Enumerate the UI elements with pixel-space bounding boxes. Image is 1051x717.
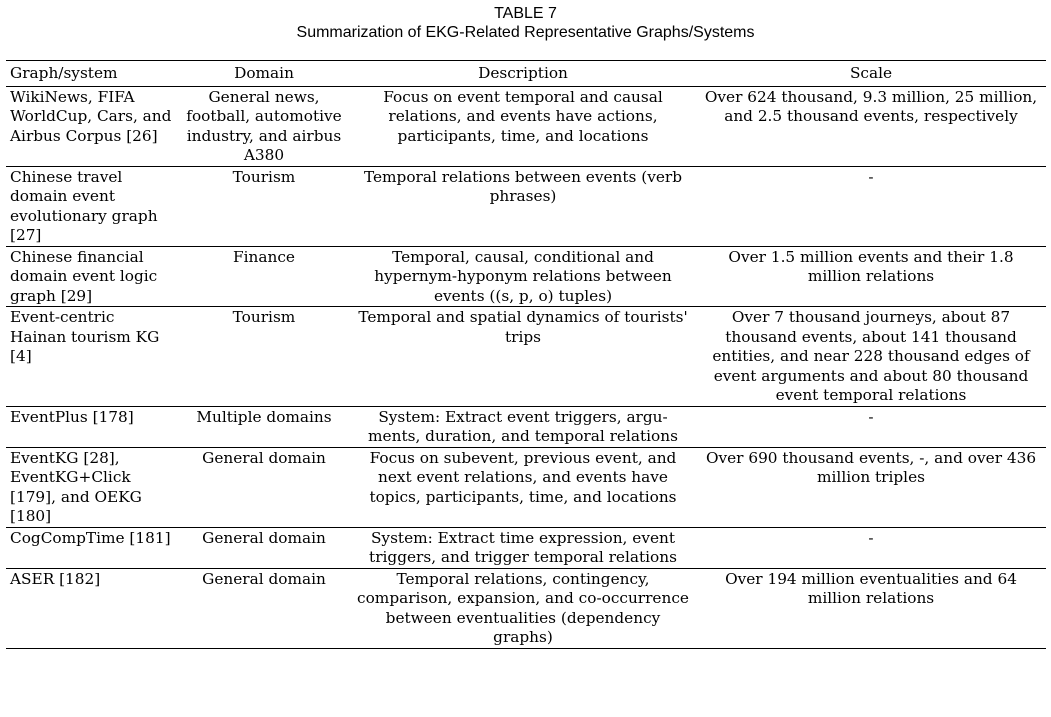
cell-description: System: Extract time expression, event triggers, and trigger temporal relations (369, 528, 677, 566)
summary-table (6, 60, 1046, 649)
cell-domain: Multiple domains (196, 407, 332, 426)
table-title: Summarization of EKG-Related Representative Graphs/Systems (296, 24, 755, 41)
cell-system: ASER [182] (10, 569, 101, 588)
cell-domain: Tourism (232, 167, 296, 186)
cell-description: Temporal relations, contingency, comparison, expansion, and co-occurrence between eventualities (dependency graphs) (357, 569, 689, 646)
table-row (6, 527, 1046, 568)
cell-scale: Over 1.5 million events and their 1.8 million relations (728, 247, 1014, 285)
table-header-row (6, 61, 1046, 87)
cell-system: WikiNews, FIFA WorldCup, Cars, and Airbus Corpus [26] (10, 87, 172, 145)
table-row (6, 568, 1046, 648)
cell-description: Temporal relations between events (verb phrases) (363, 167, 683, 205)
cell-scale: Over 624 thousand, 9.3 million, 25 million, and 2.5 thousand events, respectively (704, 87, 1038, 125)
cell-system: Chinese financial domain event logic graph [29] (10, 247, 158, 305)
cell-description: System: Extract event triggers, argu-ments, duration, and temporal relations (368, 407, 678, 445)
cell-scale: Over 690 thousand events, -, and over 436 million triples (705, 448, 1037, 486)
cell-system: EventKG [28], EventKG+Click [179], and OEKG [180] (10, 448, 142, 525)
header-description: Description (478, 64, 568, 82)
cell-domain: General domain (202, 448, 326, 467)
table-row (6, 447, 1046, 527)
cell-scale: - (868, 167, 874, 186)
cell-domain: Finance (233, 247, 295, 266)
table-row (6, 166, 1046, 246)
table-row (6, 246, 1046, 307)
header-graph-system: Graph/system (10, 64, 118, 82)
cell-description: Focus on event temporal and causal relations, and events have actions, participants, time, and locations (383, 87, 663, 145)
cell-domain: Tourism (232, 308, 296, 326)
table-row (6, 86, 1046, 166)
cell-scale: Over 194 million eventualities and 64 million relations (725, 569, 1017, 607)
table-row (6, 307, 1046, 407)
cell-system: Event-centric Hainan tourism KG [4] (10, 308, 160, 365)
cell-domain: General domain (202, 528, 326, 547)
cell-scale: - (868, 528, 874, 547)
header-scale: Scale (849, 64, 893, 82)
header-domain: Domain (234, 64, 294, 82)
cell-description: Temporal and spatial dynamics of tourists' trips (358, 308, 688, 346)
cell-scale: Over 7 thousand journeys, about 87 thousand events, about 141 thousand entities, and near 228 thousand edges of event arguments and about 80 thousand event temporal relations (712, 308, 1030, 404)
cell-system: CogCompTime [181] (10, 528, 171, 547)
table-label: TABLE 7 (494, 5, 557, 22)
cell-system: Chinese travel domain event evolutionary graph [27] (10, 167, 158, 244)
table-row (6, 406, 1046, 447)
cell-domain: General news, football, automotive industry, and airbus A380 (186, 87, 342, 164)
cell-scale: - (868, 407, 874, 426)
cell-system: EventPlus [178] (10, 407, 134, 426)
cell-description: Temporal, causal, conditional and hypernym-hyponym relations between events ((s, p, o) tuples) (374, 247, 672, 305)
cell-domain: General domain (202, 569, 326, 588)
cell-description: Focus on subevent, previous event, and next event relations, and events have topics, participants, time, and locations (369, 448, 677, 506)
